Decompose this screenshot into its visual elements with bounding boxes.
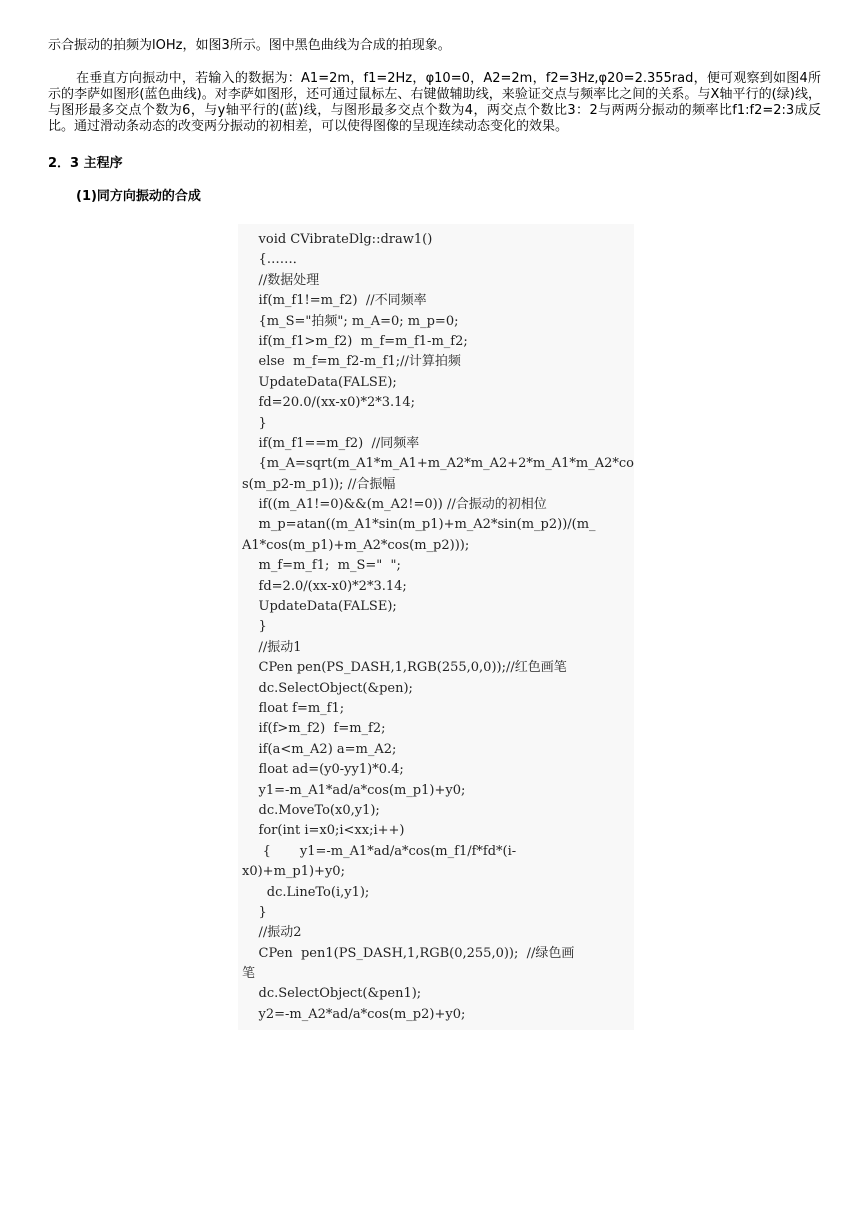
code-line: {……． [242, 252, 306, 268]
code-line: //振动1 [242, 639, 302, 655]
code-line: m_p=atan((m_A1*sin(m_p1)+m_A2*sin(m_p2))/(m_ [242, 517, 596, 533]
code-line: float f=m_f1; [242, 700, 345, 716]
code-line: UpdateData(FALSE); [242, 374, 397, 390]
code-line: y2=-m_A2*ad/a*cos(m_p2)+y0; [242, 1006, 466, 1022]
code-line: if((m_A1!=0)&&(m_A2!=0)) //合振动的初相位 [242, 497, 547, 513]
code-listing [242, 230, 634, 1025]
code-line: fd=2.0/(xx-x0)*2*3.14; [242, 578, 407, 594]
paragraph-beat-frequency: 示合振动的拍频为lOHz，如图3所示。图中黑色曲线为合成的拍现象。 [48, 38, 451, 53]
code-line: {m_A=sqrt(m_A1*m_A1+m_A2*m_A2+2*m_A1*m_A2*co [242, 456, 634, 472]
code-line: A1*cos(m_p1)+m_A2*cos(m_p2))); [242, 537, 470, 553]
code-line: dc.SelectObject(&pen); [242, 680, 413, 696]
code-line: if(m_f1==m_f2) //同频率 [242, 435, 420, 451]
code-line: //振动2 [242, 925, 302, 941]
code-line: float ad=(y0-yy1)*0.4; [242, 762, 404, 778]
code-line: if(m_f1>m_f2) m_f=m_f1-m_f2; [242, 333, 468, 349]
subsection-heading-same-direction: (1)同方向振动的合成 [76, 189, 201, 204]
code-line: if(m_f1!=m_f2) //不同频率 [242, 293, 427, 309]
code-line: } [242, 904, 267, 920]
section-heading-main-program: 2．3 主程序 [48, 156, 123, 171]
code-line: x0)+m_p1)+y0; [242, 864, 345, 880]
code-line: dc.LineTo(i,y1); [242, 884, 370, 900]
code-line: } [242, 415, 267, 431]
code-line: UpdateData(FALSE); [242, 599, 397, 615]
code-line: void CVibrateDlg::draw1() [242, 232, 433, 247]
code-line: CPen pen1(PS_DASH,1,RGB(0,255,0)); //绿色画 [242, 945, 575, 961]
code-line: //数据处理 [242, 272, 320, 288]
code-line: y1=-m_A1*ad/a*cos(m_p1)+y0; [242, 782, 466, 798]
code-line: {m_S="拍频"; m_A=0; m_p=0; [242, 313, 459, 329]
code-line: s(m_p2-m_p1)); //合振幅 [242, 476, 396, 492]
code-line: if(f>m_f2) f=m_f2; [242, 721, 386, 737]
code-line: dc.MoveTo(x0,y1); [242, 802, 380, 818]
code-line: if(a<m_A2) a=m_A2; [242, 741, 397, 757]
code-line: CPen pen(PS_DASH,1,RGB(255,0,0));//红色画笔 [242, 660, 567, 676]
code-line: } [242, 619, 267, 635]
code-line: fd=20.0/(xx-x0)*2*3.14; [242, 395, 416, 411]
paragraph-lissajous: 在垂直方向振动中，若输入的数据为：A1=2m，f1=2Hz，φ10=0，A2=2m，f2=3Hz,φ20=2.355rad，便可观察到如图4所示的李萨如图形(蓝色曲线)。对李萨如图形，还可通过鼠标左、右键做辅助线，来验证交点与频率比之间的关系。与X轴平行的(绿)线，与图形最多交点个数为6，与y轴平行的(蓝)线，与图形最多交点个数为4，两交点个数比3：2与两两分振动的频率比f1:f2=2:3成反比。通过滑动条动态的改变两分振动的初相差，可以使得图像的呈现连续动态变化的效果。 [48, 71, 821, 134]
code-line: m_f=m_f1; m_S=" "; [242, 558, 401, 574]
code-line: dc.SelectObject(&pen1); [242, 986, 422, 1002]
code-line: for(int i=x0;i<xx;i++) [242, 823, 405, 839]
code-line: { y1=-m_A1*ad/a*cos(m_f1/f*fd*(i- [242, 843, 517, 859]
code-line: 笔 [242, 966, 256, 982]
code-line: else m_f=m_f2-m_f1;//计算拍频 [242, 354, 461, 370]
